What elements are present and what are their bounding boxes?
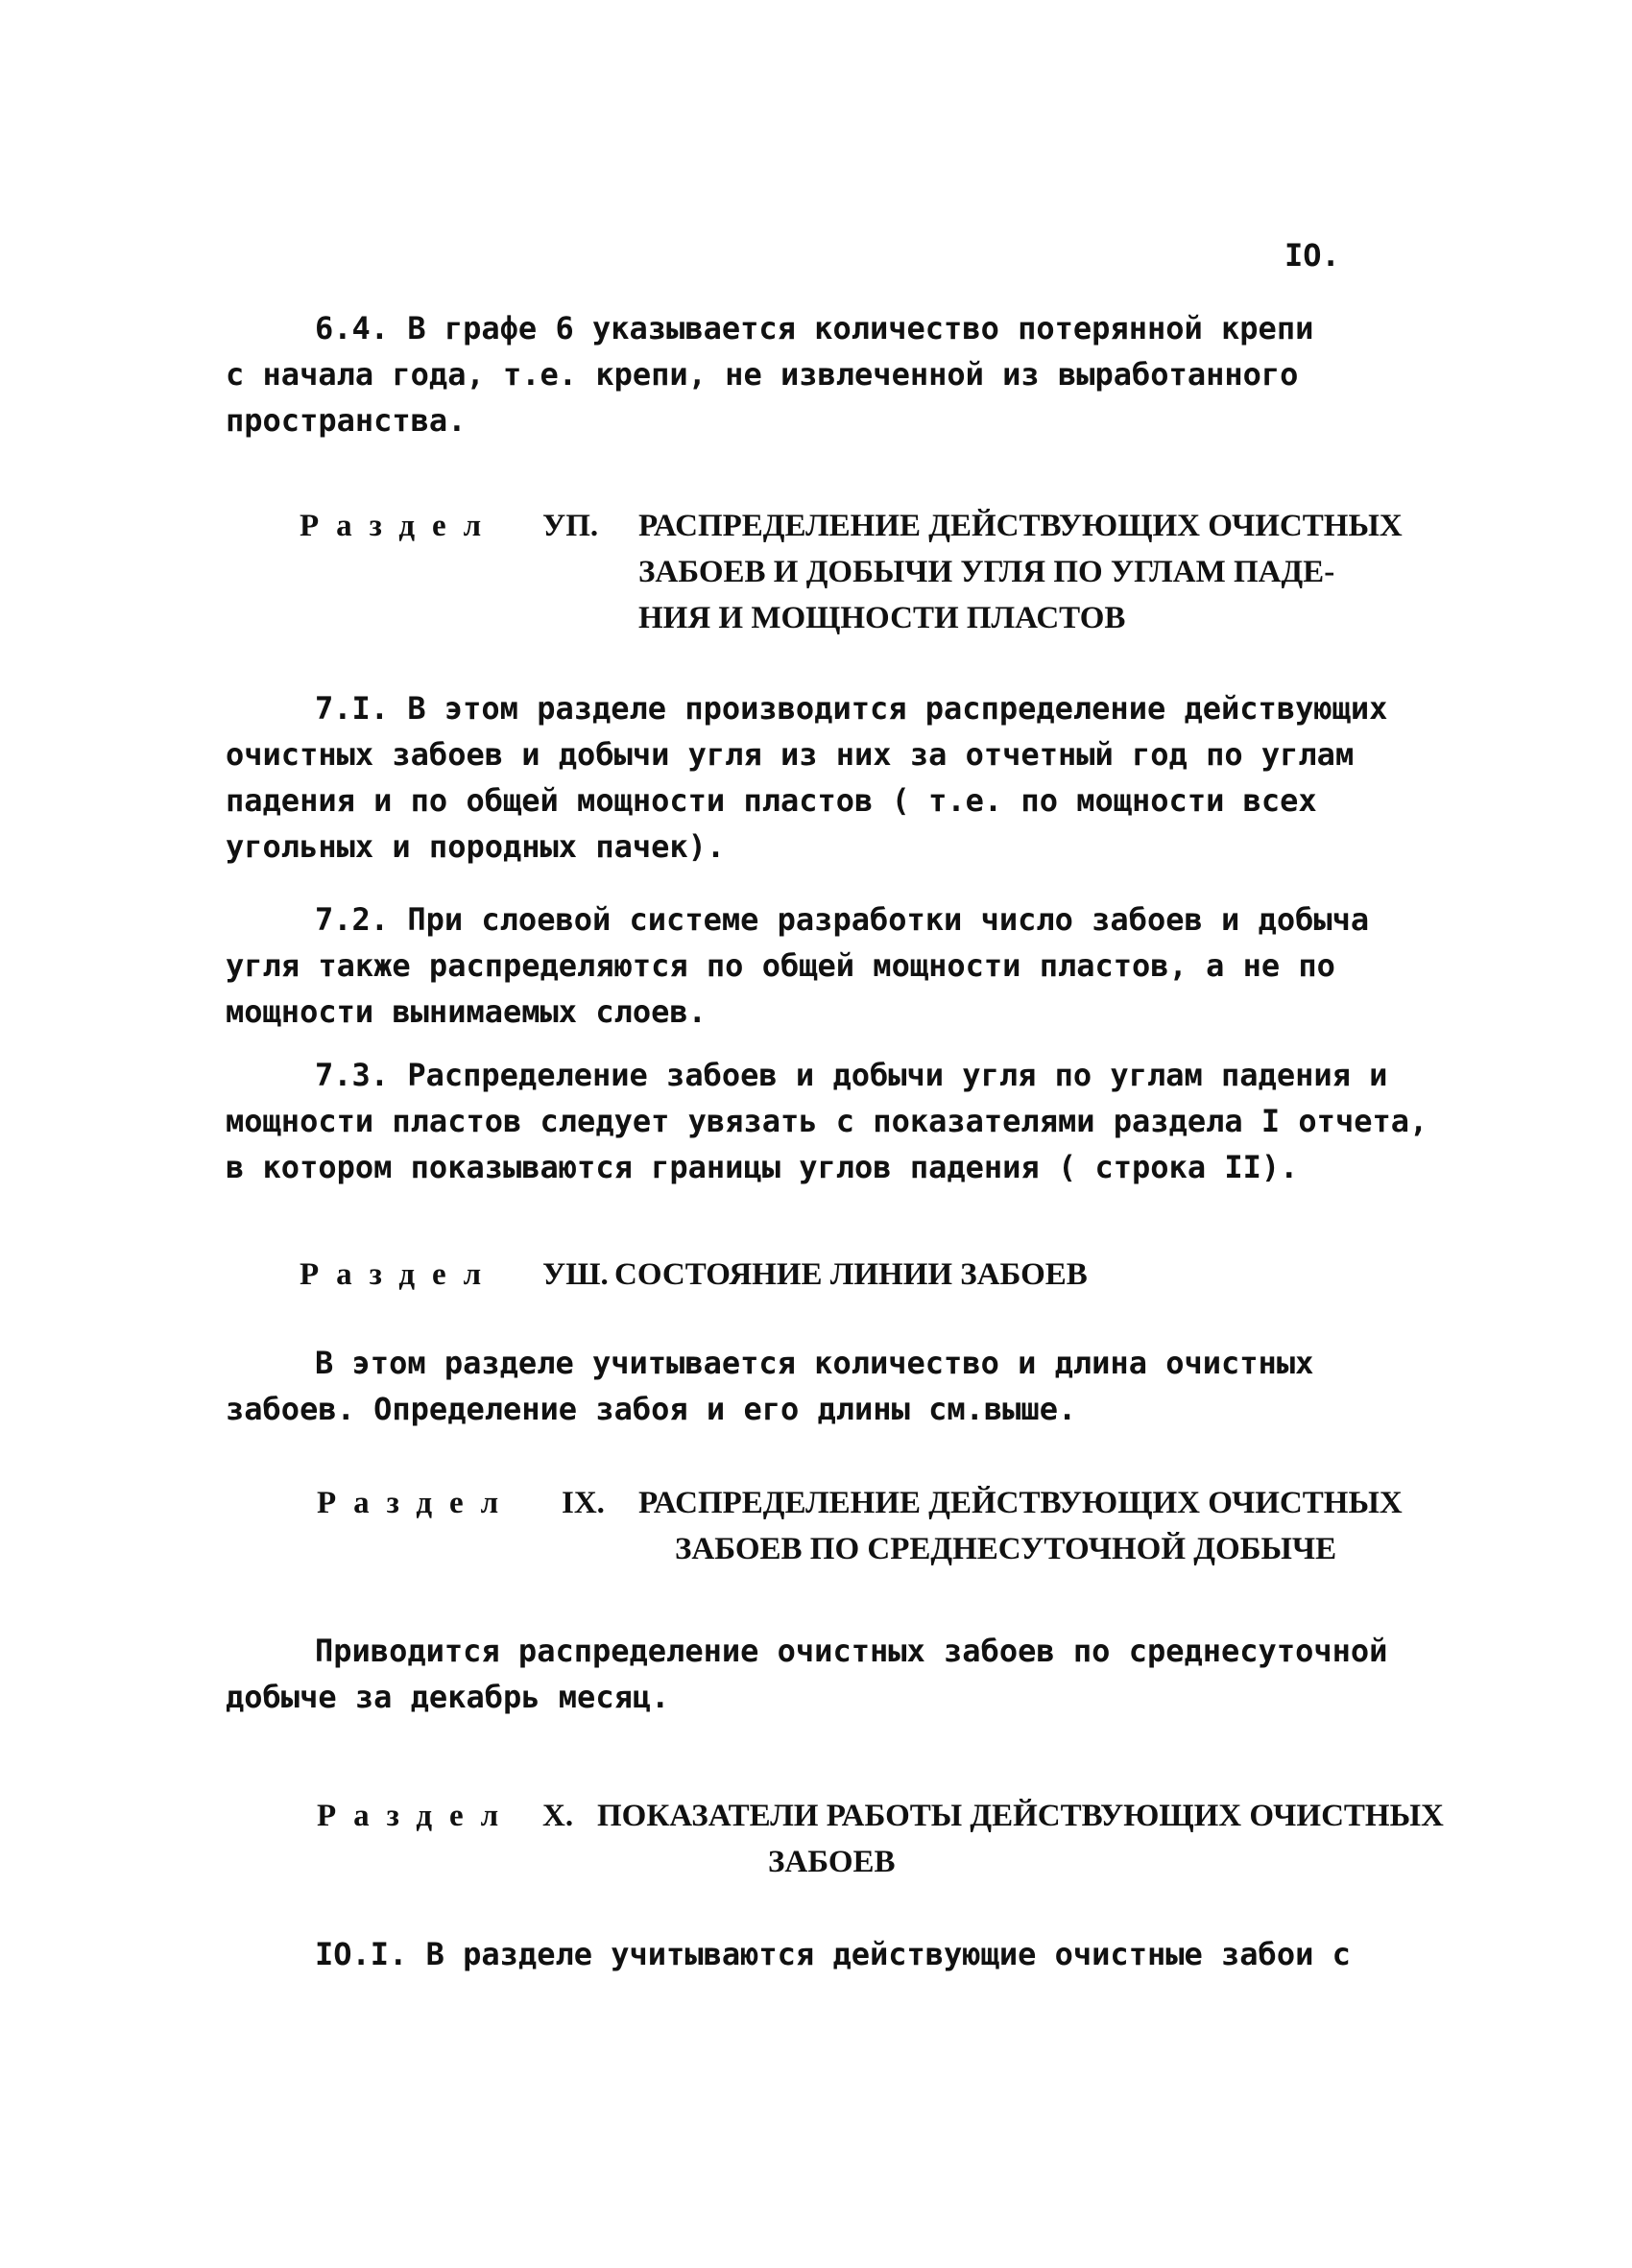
section-7-title-line-2: ЗАБОЕВ И ДОБЫЧИ УГЛЯ ПО УГЛАМ ПАДЕ- bbox=[638, 555, 1335, 589]
section-10-title-line-2: ЗАБОЕВ bbox=[768, 1845, 896, 1879]
section-8-number: УШ. bbox=[542, 1257, 609, 1292]
p71-line-4: угольных и породных пачек). bbox=[226, 828, 726, 865]
p73-line-2: мощности пластов следует увязать с показателями раздела I отчета, bbox=[226, 1103, 1428, 1139]
page-number: IO. bbox=[1284, 237, 1340, 274]
p9-line-1: Приводится распределение очистных забоев по среднесуточной bbox=[315, 1633, 1388, 1669]
p71-line-1: 7.I. В этом разделе производится распределение действующих bbox=[315, 690, 1388, 727]
section-8-label: Раздел bbox=[300, 1257, 499, 1292]
p64-line-1: 6.4. В графе 6 указывается количество потерянной крепи bbox=[315, 310, 1314, 346]
section-10-number: X. bbox=[542, 1799, 574, 1833]
section-9-label: Раздел bbox=[317, 1486, 516, 1520]
p64-line-2: с начала года, т.е. крепи, не извлеченной из выработанного bbox=[226, 356, 1299, 393]
section-10-title-line-1: ПОКАЗАТЕЛИ РАБОТЫ ДЕЙСТВУЮЩИХ ОЧИСТНЫХ bbox=[597, 1799, 1444, 1833]
p64-line-3: пространства. bbox=[226, 402, 467, 439]
section-10-label: Раздел bbox=[317, 1799, 516, 1833]
p71-line-2: очистных забоев и добычи угля из них за отчетный год по углам bbox=[226, 736, 1355, 773]
p73-line-1: 7.3. Распределение забоев и добычи угля по углам падения и bbox=[315, 1057, 1388, 1093]
p8-line-2: забоев. Определение забоя и его длины см.выше. bbox=[226, 1391, 1077, 1427]
section-7-number: УП. bbox=[542, 509, 599, 543]
p8-line-1: В этом разделе учитывается количество и длина очистных bbox=[315, 1345, 1314, 1381]
section-9-title-line-1: РАСПРЕДЕЛЕНИЕ ДЕЙСТВУЮЩИХ ОЧИСТНЫХ bbox=[638, 1486, 1403, 1520]
section-8-title: СОСТОЯНИЕ ЛИНИИ ЗАБОЕВ bbox=[614, 1257, 1088, 1292]
p72-line-2: угля также распределяются по общей мощности пластов, а не по bbox=[226, 947, 1335, 984]
p9-line-2: добыче за декабрь месяц. bbox=[226, 1679, 670, 1715]
p73-line-3: в котором показываются границы углов падения ( строка II). bbox=[226, 1149, 1299, 1185]
p101-line-1: IO.I. В разделе учитываются действующие очистные забои с bbox=[315, 1936, 1351, 1972]
section-7-title-line-1: РАСПРЕДЕЛЕНИЕ ДЕЙСТВУЮЩИХ ОЧИСТНЫХ bbox=[638, 509, 1403, 543]
section-9-title-line-2: ЗАБОЕВ ПО СРЕДНЕСУТОЧНОЙ ДОБЫЧЕ bbox=[675, 1532, 1337, 1566]
section-7-title-line-3: НИЯ И МОЩНОСТИ ПЛАСТОВ bbox=[638, 601, 1126, 635]
section-9-number: IX. bbox=[562, 1486, 605, 1520]
section-7-label: Раздел bbox=[300, 509, 499, 543]
p72-line-1: 7.2. При слоевой системе разработки число забоев и добыча bbox=[315, 901, 1370, 938]
p71-line-3: падения и по общей мощности пластов ( т.е. по мощности всех bbox=[226, 782, 1317, 819]
p72-line-3: мощности вынимаемых слоев. bbox=[226, 993, 707, 1030]
